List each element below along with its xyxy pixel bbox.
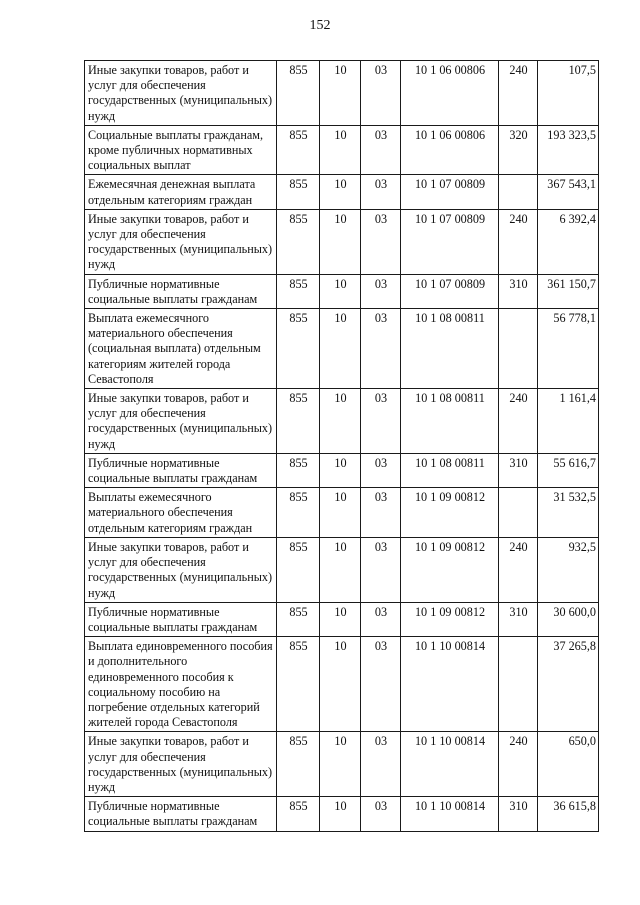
subsection-code-cell: 03 bbox=[361, 209, 401, 274]
subsection-code-cell: 03 bbox=[361, 309, 401, 389]
subsection-code-cell: 03 bbox=[361, 732, 401, 797]
target-article-cell: 10 1 10 00814 bbox=[401, 637, 499, 732]
row-name-cell: Иные закупки товаров, работ и услуг для обеспечения государственных (муниципальных) нужд bbox=[85, 537, 277, 602]
amount-cell: 193 323,5 bbox=[538, 125, 599, 175]
amount-cell: 30 600,0 bbox=[538, 602, 599, 636]
expense-type-cell bbox=[499, 488, 538, 538]
expense-type-cell bbox=[499, 309, 538, 389]
subsection-code-cell: 03 bbox=[361, 537, 401, 602]
row-name-cell: Иные закупки товаров, работ и услуг для обеспечения государственных (муниципальных) нужд bbox=[85, 732, 277, 797]
target-article-cell: 10 1 08 00811 bbox=[401, 453, 499, 487]
section-code-cell: 10 bbox=[320, 637, 361, 732]
table-row bbox=[85, 602, 599, 636]
section-code-cell: 10 bbox=[320, 309, 361, 389]
amount-cell: 55 616,7 bbox=[538, 453, 599, 487]
target-article-cell: 10 1 08 00811 bbox=[401, 309, 499, 389]
amount-cell: 56 778,1 bbox=[538, 309, 599, 389]
expense-type-cell bbox=[499, 175, 538, 209]
amount-cell: 31 532,5 bbox=[538, 488, 599, 538]
expense-type-cell: 310 bbox=[499, 453, 538, 487]
department-code-cell: 855 bbox=[277, 274, 320, 308]
expense-type-cell: 320 bbox=[499, 125, 538, 175]
amount-cell: 367 543,1 bbox=[538, 175, 599, 209]
department-code-cell: 855 bbox=[277, 309, 320, 389]
subsection-code-cell: 03 bbox=[361, 125, 401, 175]
department-code-cell: 855 bbox=[277, 537, 320, 602]
subsection-code-cell: 03 bbox=[361, 61, 401, 126]
department-code-cell: 855 bbox=[277, 209, 320, 274]
subsection-code-cell: 03 bbox=[361, 797, 401, 831]
department-code-cell: 855 bbox=[277, 637, 320, 732]
subsection-code-cell: 03 bbox=[361, 274, 401, 308]
amount-cell: 37 265,8 bbox=[538, 637, 599, 732]
subsection-code-cell: 03 bbox=[361, 602, 401, 636]
table-row bbox=[85, 453, 599, 487]
department-code-cell: 855 bbox=[277, 125, 320, 175]
table-row bbox=[85, 637, 599, 732]
target-article-cell: 10 1 07 00809 bbox=[401, 175, 499, 209]
target-article-cell: 10 1 10 00814 bbox=[401, 797, 499, 831]
section-code-cell: 10 bbox=[320, 274, 361, 308]
page-number: 152 bbox=[309, 18, 331, 33]
table-row bbox=[85, 209, 599, 274]
amount-cell: 6 392,4 bbox=[538, 209, 599, 274]
expense-type-cell: 240 bbox=[499, 732, 538, 797]
row-name-cell: Публичные нормативные социальные выплаты гражданам bbox=[85, 602, 277, 636]
subsection-code-cell: 03 bbox=[361, 175, 401, 209]
row-name-cell: Иные закупки товаров, работ и услуг для обеспечения государственных (муниципальных) нужд bbox=[85, 61, 277, 126]
table-row bbox=[85, 488, 599, 538]
subsection-code-cell: 03 bbox=[361, 488, 401, 538]
section-code-cell: 10 bbox=[320, 488, 361, 538]
target-article-cell: 10 1 07 00809 bbox=[401, 274, 499, 308]
row-name-cell: Иные закупки товаров, работ и услуг для обеспечения государственных (муниципальных) нужд bbox=[85, 209, 277, 274]
target-article-cell: 10 1 10 00814 bbox=[401, 732, 499, 797]
budget-table bbox=[84, 60, 599, 832]
target-article-cell: 10 1 07 00809 bbox=[401, 209, 499, 274]
row-name-cell: Выплата ежемесячного материального обеспечения (социальная выплата) отдельным категориям жителей города Севастополя bbox=[85, 309, 277, 389]
table-row bbox=[85, 274, 599, 308]
row-name-cell: Выплаты ежемесячного материального обеспечения отдельным категориям граждан bbox=[85, 488, 277, 538]
table-row bbox=[85, 537, 599, 602]
section-code-cell: 10 bbox=[320, 209, 361, 274]
section-code-cell: 10 bbox=[320, 602, 361, 636]
row-name-cell: Публичные нормативные социальные выплаты гражданам bbox=[85, 274, 277, 308]
section-code-cell: 10 bbox=[320, 389, 361, 454]
expense-type-cell: 240 bbox=[499, 537, 538, 602]
department-code-cell: 855 bbox=[277, 175, 320, 209]
expense-type-cell bbox=[499, 637, 538, 732]
expense-type-cell: 240 bbox=[499, 209, 538, 274]
expense-type-cell: 240 bbox=[499, 389, 538, 454]
table-row bbox=[85, 732, 599, 797]
table-row bbox=[85, 61, 599, 126]
table-row bbox=[85, 125, 599, 175]
row-name-cell: Выплата единовременного пособия и дополнительного единовременного пособия к социальному пособию на погребение отдельных категорий жителей города Севастополя bbox=[85, 637, 277, 732]
section-code-cell: 10 bbox=[320, 732, 361, 797]
table-row bbox=[85, 797, 599, 831]
section-code-cell: 10 bbox=[320, 797, 361, 831]
expense-type-cell: 310 bbox=[499, 274, 538, 308]
row-name-cell: Ежемесячная денежная выплата отдельным категориям граждан bbox=[85, 175, 277, 209]
department-code-cell: 855 bbox=[277, 488, 320, 538]
row-name-cell: Публичные нормативные социальные выплаты гражданам bbox=[85, 453, 277, 487]
expense-type-cell: 240 bbox=[499, 61, 538, 126]
target-article-cell: 10 1 09 00812 bbox=[401, 488, 499, 538]
table-row bbox=[85, 175, 599, 209]
section-code-cell: 10 bbox=[320, 453, 361, 487]
section-code-cell: 10 bbox=[320, 61, 361, 126]
target-article-cell: 10 1 09 00812 bbox=[401, 602, 499, 636]
amount-cell: 650,0 bbox=[538, 732, 599, 797]
amount-cell: 1 161,4 bbox=[538, 389, 599, 454]
amount-cell: 36 615,8 bbox=[538, 797, 599, 831]
section-code-cell: 10 bbox=[320, 125, 361, 175]
target-article-cell: 10 1 08 00811 bbox=[401, 389, 499, 454]
expense-type-cell: 310 bbox=[499, 602, 538, 636]
budget-table-body bbox=[85, 61, 599, 832]
subsection-code-cell: 03 bbox=[361, 453, 401, 487]
table-row bbox=[85, 389, 599, 454]
expense-type-cell: 310 bbox=[499, 797, 538, 831]
row-name-cell: Социальные выплаты гражданам, кроме публичных нормативных социальных выплат bbox=[85, 125, 277, 175]
department-code-cell: 855 bbox=[277, 602, 320, 636]
target-article-cell: 10 1 06 00806 bbox=[401, 125, 499, 175]
subsection-code-cell: 03 bbox=[361, 389, 401, 454]
section-code-cell: 10 bbox=[320, 175, 361, 209]
amount-cell: 361 150,7 bbox=[538, 274, 599, 308]
department-code-cell: 855 bbox=[277, 732, 320, 797]
target-article-cell: 10 1 06 00806 bbox=[401, 61, 499, 126]
target-article-cell: 10 1 09 00812 bbox=[401, 537, 499, 602]
department-code-cell: 855 bbox=[277, 61, 320, 126]
table-row bbox=[85, 309, 599, 389]
row-name-cell: Публичные нормативные социальные выплаты гражданам bbox=[85, 797, 277, 831]
section-code-cell: 10 bbox=[320, 537, 361, 602]
department-code-cell: 855 bbox=[277, 797, 320, 831]
department-code-cell: 855 bbox=[277, 453, 320, 487]
row-name-cell: Иные закупки товаров, работ и услуг для обеспечения государственных (муниципальных) нужд bbox=[85, 389, 277, 454]
department-code-cell: 855 bbox=[277, 389, 320, 454]
amount-cell: 107,5 bbox=[538, 61, 599, 126]
subsection-code-cell: 03 bbox=[361, 637, 401, 732]
amount-cell: 932,5 bbox=[538, 537, 599, 602]
